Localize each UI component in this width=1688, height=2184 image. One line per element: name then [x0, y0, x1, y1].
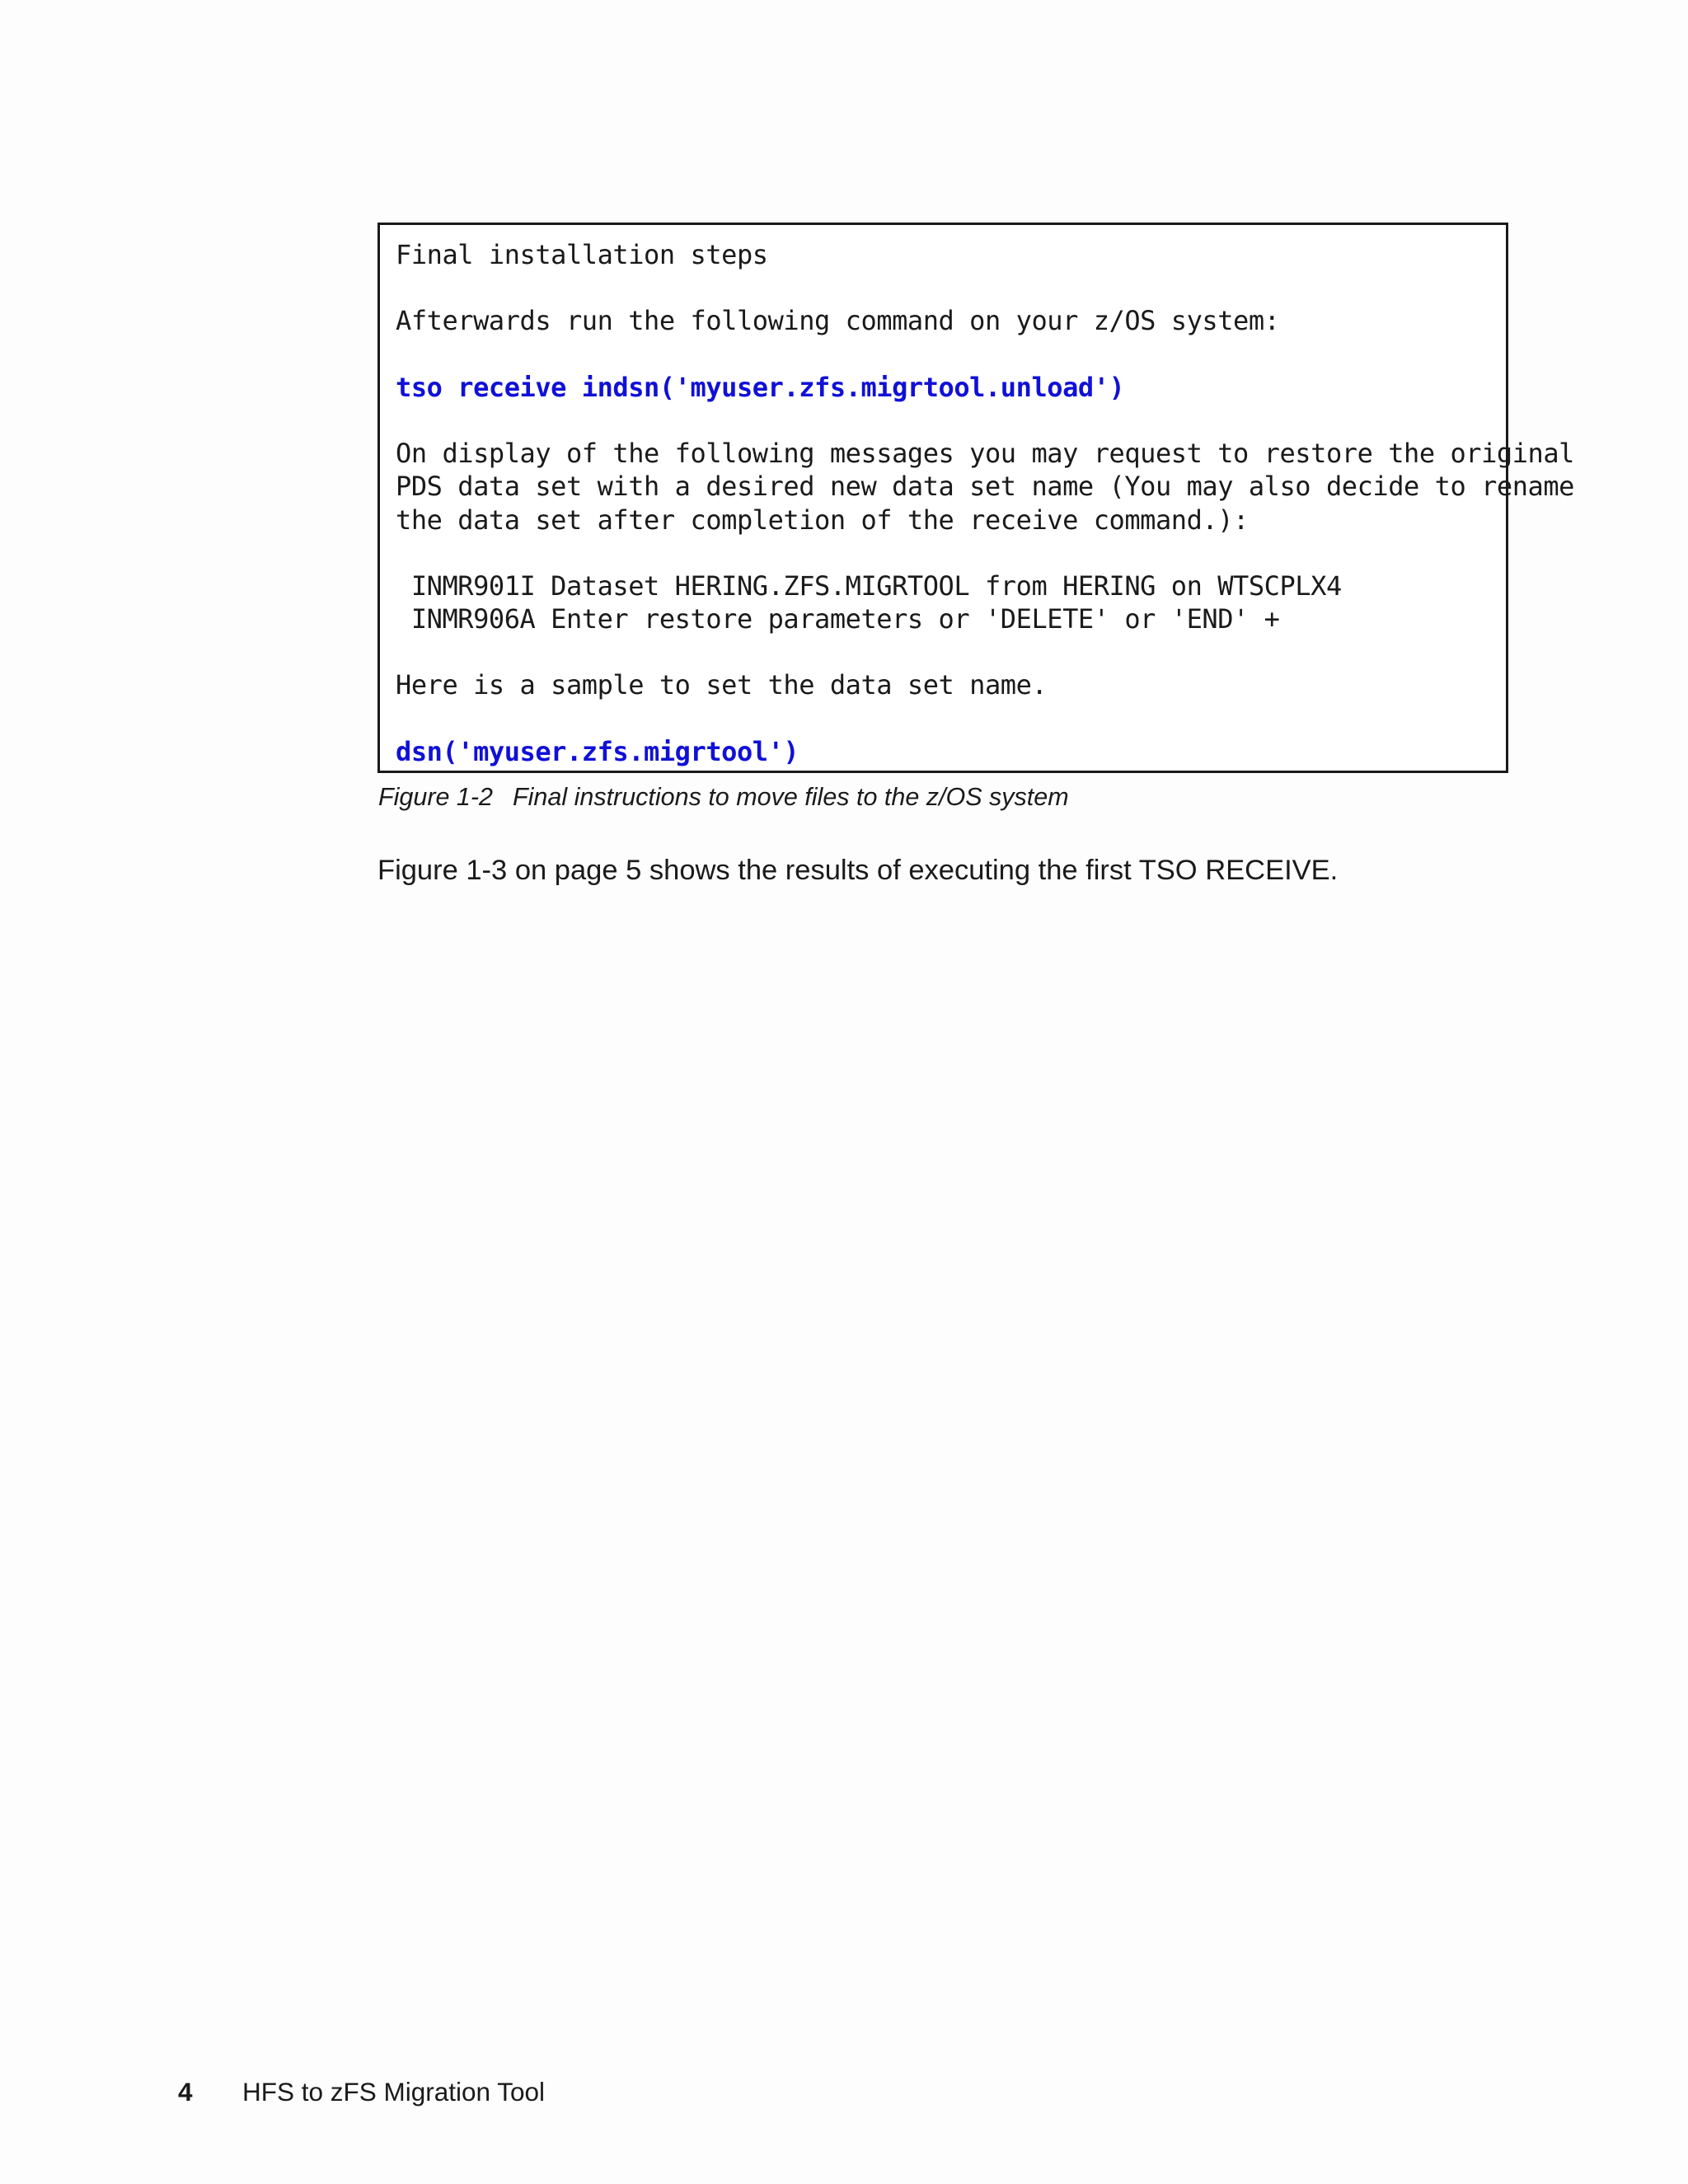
page-footer — [178, 2077, 545, 2107]
command-line: dsn('myuser.zfs.migrtool') — [396, 735, 799, 767]
code-line: Afterwards run the following command on your z/OS system: — [396, 305, 1280, 337]
code-line: the data set after completion of the receive command.): — [396, 504, 1249, 536]
code-line: PDS data set with a desired new data set name (You may also decide to rename — [396, 471, 1574, 503]
book-title: HFS to zFS Migration Tool — [242, 2077, 546, 2107]
code-line: INMR906A Enter restore parameters or 'DELETE' or 'END' + — [396, 603, 1280, 635]
blank-line — [396, 537, 1506, 569]
code-listing-box — [377, 223, 1574, 773]
figure-number: Figure 1-2 — [378, 783, 494, 811]
page-number: 4 — [178, 2077, 193, 2107]
blank-line — [396, 338, 1506, 371]
code-line: Here is a sample to set the data set name. — [396, 669, 1048, 701]
code-lines — [396, 238, 1574, 768]
blank-line — [396, 271, 1506, 304]
body-paragraph: Figure 1-3 on page 5 shows the results of executing the first TSO RECEIVE. — [377, 855, 1339, 886]
figure-caption — [378, 783, 1069, 812]
command-line: tso receive indsn('myuser.zfs.migrtool.unload') — [396, 371, 1125, 403]
blank-line — [396, 635, 1506, 668]
blank-line — [396, 404, 1506, 437]
blank-line — [396, 702, 1506, 735]
code-line: On display of the following messages you may request to restore the original — [396, 438, 1574, 470]
figure-caption-text: Final instructions to move files to the z/OS system — [513, 783, 1069, 811]
code-line: INMR901I Dataset HERING.ZFS.MIGRTOOL from HERING on WTSCPLX4 — [396, 569, 1342, 602]
code-line: Final installation steps — [396, 239, 768, 270]
